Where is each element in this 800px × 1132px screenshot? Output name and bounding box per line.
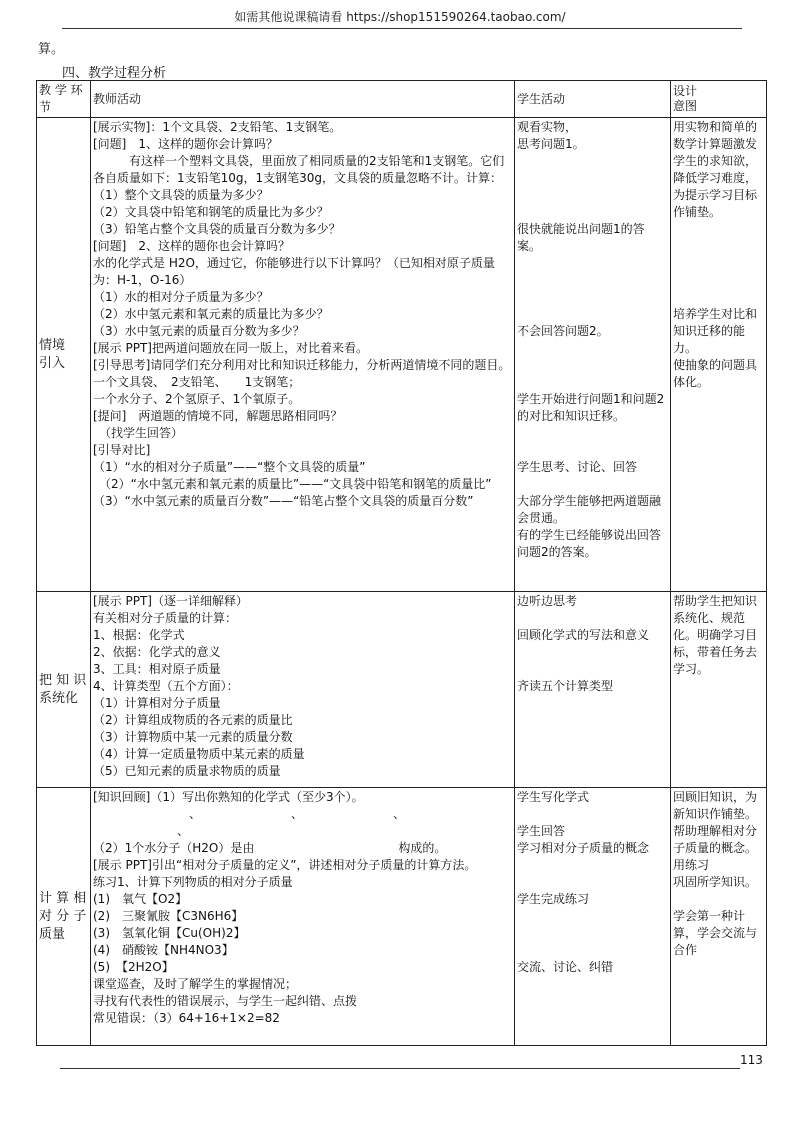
cell-line xyxy=(673,221,764,238)
cell-line xyxy=(517,340,668,357)
cell-line: 学生回答 xyxy=(517,824,566,838)
cell-line xyxy=(673,272,764,289)
cell-line xyxy=(517,187,668,204)
header-student: 学生活动 xyxy=(515,81,671,118)
cell-line: （1）计算相对分子质量 xyxy=(93,696,221,710)
page-number: 113 xyxy=(740,1053,763,1067)
cell-line: （1）整个文具袋的质量为多少？ xyxy=(93,188,269,202)
stage-cell: 情境 引入 xyxy=(37,118,91,592)
section-title: 四、教学过程分析 xyxy=(62,66,167,81)
table-header-row xyxy=(37,81,767,118)
cell-line xyxy=(517,925,668,942)
cell-line: （找学生回答） xyxy=(93,426,184,440)
cell-line: （4）计算一定质量物质中某元素的质量 xyxy=(93,747,305,761)
cell-line: 水的化学式是 H2O，通过它，你能够进行以下计算吗？（已知相对原子质量为：H-1，O-16） xyxy=(93,256,495,287)
student-activity-cell xyxy=(515,592,671,788)
table-row xyxy=(37,788,767,1046)
cell-line: 4、计算类型（五个方面）： xyxy=(93,679,239,693)
cell-line: （1）水的相对分子质量为多少？ xyxy=(93,290,269,304)
cell-line xyxy=(517,357,668,374)
cell-line: 1、根据：化学式 xyxy=(93,628,185,642)
cell-line: 课堂巡查，及时了解学生的掌握情况； xyxy=(93,977,298,991)
header-stage: 教 学 环节 xyxy=(37,81,91,118)
teaching-process-table xyxy=(36,80,767,1046)
cell-line xyxy=(517,661,668,678)
cell-line: [展示 PPT]（逐一详细解释） xyxy=(93,594,248,608)
cell-line: 学习相对分子质量的概念 xyxy=(517,841,650,855)
cell-line: [引导对比] xyxy=(93,443,151,457)
cell-line: （5）已知元素的质量求物质的质量 xyxy=(93,764,281,778)
cell-line xyxy=(517,806,668,823)
cell-line: 3、工具：相对原子质量 xyxy=(93,662,221,676)
cell-line xyxy=(673,891,764,908)
cell-line xyxy=(517,874,668,891)
cell-line: (2) 三聚氰胺【C3N6H6】 xyxy=(93,909,244,923)
cell-line: （3）铅笔占整个文具袋的质量百分数为多少？ xyxy=(93,222,341,236)
cell-line: [展示实物]：1个文具袋、2支铅笔、1支钢笔。 xyxy=(93,120,342,134)
design-intent-cell xyxy=(671,788,767,1046)
cell-line: [问题] 1、这样的题你会计算吗？ xyxy=(93,137,278,151)
cell-line: （2）“水中氢元素和氧元素的质量比”——“文具袋中铅笔和钢笔的质量比” xyxy=(93,477,492,491)
cell-line xyxy=(517,425,668,442)
cell-line xyxy=(517,857,668,874)
cell-line: 学会第一种计算，学会交流与合作 xyxy=(673,909,758,957)
cell-line: 常见错误：（3）64+16+1×2=82 xyxy=(93,1011,280,1025)
cell-line: 学生写化学式 xyxy=(517,790,590,804)
cell-line: 帮助学生把知识系统化、规范化。明确学习目标，带着任务去学习。 xyxy=(673,594,758,676)
cell-line: 回顾旧知识，为新知识作铺垫。 xyxy=(673,790,758,821)
cell-line xyxy=(517,610,668,627)
cell-line: 使抽象的问题具体化。 xyxy=(673,358,758,389)
lead-text: 算。 xyxy=(38,42,65,57)
cell-line xyxy=(517,153,668,170)
cell-line: （2）水中氢元素和氧元素的质量比为多少？ xyxy=(93,307,329,321)
cell-line: 学生完成练习 xyxy=(517,892,590,906)
cell-line: 有这样一个塑料文具袋，里面放了相同质量的2支铅笔和1支钢笔。它们各自质量如下：1支铅笔10g，1支钢笔30g，文具袋的质量忽略不计。计算： xyxy=(93,154,505,185)
cell-line xyxy=(517,442,668,459)
cell-line xyxy=(517,306,668,323)
teacher-activity-cell xyxy=(91,788,515,1046)
cell-line: [展示 PPT]把两道问题放在同一版上，对比着来看。 xyxy=(93,341,368,355)
cell-line xyxy=(517,289,668,306)
cell-line: 不会回答问题2。 xyxy=(517,324,609,338)
cell-line xyxy=(673,238,764,255)
footer-rule xyxy=(60,1068,740,1069)
cell-line: （3）“水中氢元素的质量百分数”——“铅笔占整个文具袋的质量百分数” xyxy=(93,494,474,508)
cell-line: （3）计算物质中某一元素的质量分数 xyxy=(93,730,293,744)
cell-line: （2）1个水分子（H2O）是由 构成的。 xyxy=(93,841,447,855)
cell-line: （2）计算组成物质的各元素的质量比 xyxy=(93,713,293,727)
cell-line: 一个文具袋、 2支铅笔、 1支钢笔； xyxy=(93,375,301,389)
cell-line xyxy=(517,170,668,187)
cell-line: （3）水中氢元素的质量百分数为多少？ xyxy=(93,324,305,338)
table-row xyxy=(37,118,767,592)
student-activity-cell xyxy=(515,118,671,592)
cell-line xyxy=(517,204,668,221)
cell-line: 、 、 、 xyxy=(93,807,406,821)
cell-line: 用实物和简单的数学计算题激发学生的求知欲，降低学习难度，为提示学习目标作铺垫。 xyxy=(673,120,758,219)
design-intent-cell xyxy=(671,118,767,592)
cell-line: 很快就能说出问题1的答案。 xyxy=(517,222,645,253)
table-row xyxy=(37,592,767,788)
teacher-activity-cell xyxy=(91,118,515,592)
cell-line: 边听边思考 xyxy=(517,594,578,608)
cell-line: (5) 【2H2O】 xyxy=(93,960,174,974)
cell-line: （1）“水的相对分子质量”——“整个文具袋的质量” xyxy=(93,460,366,474)
cell-line: 观看实物， xyxy=(517,120,578,134)
cell-line: (4) 硝酸铵【NH4NO3】 xyxy=(93,943,234,957)
cell-line: 学生思考、讨论、回答 xyxy=(517,460,638,474)
cell-line xyxy=(517,942,668,959)
cell-line: [问题] 2、这样的题你也会计算吗？ xyxy=(93,239,290,253)
cell-line: 有的学生已经能够说出回答问题2的答案。 xyxy=(517,528,662,559)
cell-line: (1) 氧气【O2】 xyxy=(93,892,188,906)
design-intent-cell xyxy=(671,592,767,788)
cell-line: 回顾化学式的写法和意义 xyxy=(517,628,650,642)
student-activity-cell xyxy=(515,788,671,1046)
cell-line xyxy=(673,289,764,306)
cell-line: 有关相对分子质量的计算： xyxy=(93,611,238,625)
cell-line: [知识回顾]（1）写出你熟知的化学式（至少3个）。 xyxy=(93,790,364,804)
header-teacher: 教师活动 xyxy=(91,81,515,118)
cell-line: 寻找有代表性的错误展示，与学生一起纠错、点拨 xyxy=(93,994,358,1008)
cell-line: 2、依据：化学式的意义 xyxy=(93,645,221,659)
cell-line: 练习1、计算下列物质的相对分子质量 xyxy=(93,875,293,889)
cell-line xyxy=(517,255,668,272)
cell-line: 齐读五个计算类型 xyxy=(517,679,614,693)
header-rule xyxy=(62,28,742,29)
cell-line: 、 xyxy=(93,824,190,838)
cell-line: [引导思考]请同学们充分利用对比和知识迁移能力，分析两道情境不同的题目。 xyxy=(93,358,511,372)
cell-line: 大部分学生能够把两道题融会贯通。 xyxy=(517,494,662,525)
teacher-activity-cell xyxy=(91,592,515,788)
cell-line xyxy=(517,272,668,289)
stage-cell: 把 知 识 系统化 xyxy=(37,592,91,788)
page-header: 如需其他说课稿请看 https://shop151590264.taobao.com/ xyxy=(234,10,566,24)
cell-line xyxy=(517,476,668,493)
cell-line: 培养学生对比和知识迁移的能力。 xyxy=(673,307,758,355)
cell-line xyxy=(517,374,668,391)
cell-line: 学生开始进行问题1和问题2的对比和知识迁移。 xyxy=(517,392,665,423)
cell-line: [展示 PPT]引出“相对分子质量的定义”，讲述相对分子质量的计算方法。 xyxy=(93,858,477,872)
cell-line: 巩固所学知识。 xyxy=(673,875,758,889)
cell-line: 帮助理解相对分子质量的概念。 xyxy=(673,824,758,855)
cell-line: 用练习 xyxy=(673,858,710,872)
header-intent: 设计 意图 xyxy=(671,81,767,118)
cell-line xyxy=(673,255,764,272)
cell-line: (3) 氢氧化铜【Cu(OH)2】 xyxy=(93,926,246,940)
cell-line: 思考问题1。 xyxy=(517,137,585,151)
cell-line: [提问] 两道题的情境不同，解题思路相同吗？ xyxy=(93,409,343,423)
cell-line: 一个水分子、2个氢原子、1个氧原子。 xyxy=(93,392,301,406)
stage-cell: 计 算 相 对 分 子 质量 xyxy=(37,788,91,1046)
cell-line: （2）文具袋中铅笔和钢笔的质量比为多少？ xyxy=(93,205,329,219)
cell-line xyxy=(517,908,668,925)
cell-line xyxy=(517,644,668,661)
cell-line: 交流、讨论、纠错 xyxy=(517,960,614,974)
